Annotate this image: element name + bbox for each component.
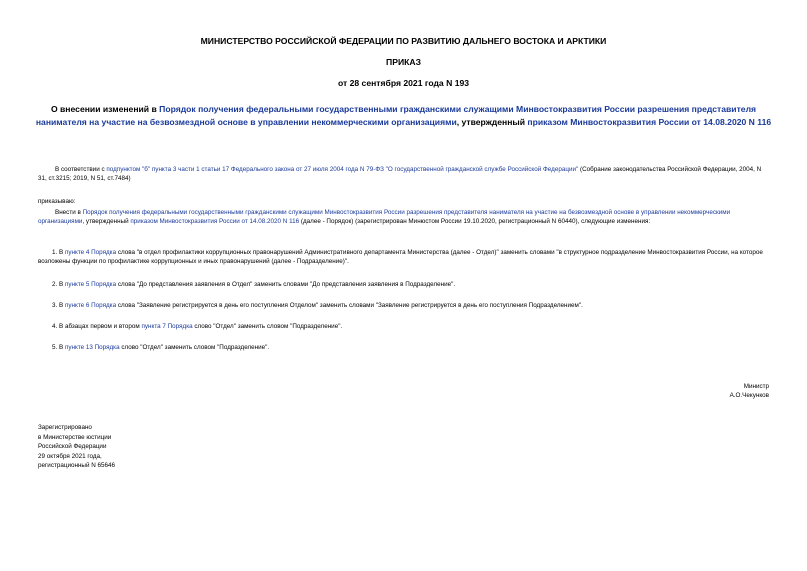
item-1-text: слова "в отдел профилактики коррупционных правонарушений Административного департамента Министерства (далее - Отдел)" заменить словами "в структурное подразделение Минвостокразвития России, на которое возложены функции по профилактике коррупционных и иных правонарушений (далее - Подразделение)". — [38, 249, 763, 265]
registration-line-2: в Министерстве юстиции — [38, 433, 112, 441]
ministry-name: МИНИСТЕРСТВО РОССИЙСКОЙ ФЕДЕРАЦИИ ПО РАЗВИТИЮ ДАЛЬНЕГО ВОСТОКА И АРКТИКИ — [200, 36, 607, 46]
item-2-text: слова "До представления заявления в Отдел" заменить словами "До представления заявления в Подразделение". — [116, 281, 456, 288]
item-3-link[interactable]: пункте 6 Порядка — [64, 302, 117, 309]
item-1-num: 1. В — [52, 249, 65, 256]
registration-line-4: 29 октября 2021 года, — [38, 452, 102, 460]
title-link-procedure[interactable]: Порядок получения федеральными государственными гражданскими служащими Минвостокразвития России разрешения представителя нанимателя на участие на безвозмездной основе в управлении некоммерческими организациями — [35, 104, 757, 127]
item-4-num: 4. В абзацах первом и втором — [52, 323, 142, 330]
preamble-link-law[interactable]: подпунктом "б" пункта 3 части 1 статьи 17 Федерального закона от 27 июля 2004 года N 79-ФЗ "О государственной гражданской службе Российской Федерации" — [106, 166, 579, 173]
doc-type: ПРИКАЗ — [386, 57, 421, 67]
item-2-num: 2. В — [52, 281, 65, 288]
registration-line-5: регистрационный N 65646 — [38, 462, 116, 470]
item-3-text: слова "Заявление регистрируется в день его поступления Отделом" заменить словами "Заявление регистрируется в день его поступления Подразделением". — [116, 302, 583, 309]
intro-text-3: (далее - Порядок) (зарегистрирован Минюстом России 19.10.2020, регистрационный N 60440), следующие изменения: — [299, 217, 651, 225]
item-4-link[interactable]: пункта 7 Порядка — [141, 323, 193, 330]
item-5-text: слово "Отдел" заменить словом "Подразделение". — [119, 344, 270, 351]
signature-block — [730, 383, 769, 400]
item-5-link[interactable]: пункте 13 Порядка — [64, 344, 120, 351]
item-1 — [38, 249, 769, 266]
preamble-text-2: (Собрание законодательства Российской Федерации, 2004, N 31, ст.3215; 2019, N 51, ст.7484) — [38, 166, 762, 182]
signatory-position: Министр — [743, 383, 769, 390]
item-4 — [38, 323, 769, 332]
document-title — [30, 103, 777, 128]
title-text-1: О внесении изменений в — [50, 104, 160, 114]
intro-link-procedure[interactable]: Порядок получения федеральными государственными гражданскими служащими Минвостокразвития России разрешения представителя нанимателя на участие на безвозмездной основе в управлении некоммерческими организациями — [38, 209, 731, 225]
item-3-num: 3. В — [52, 302, 65, 309]
intro-link-order[interactable]: приказом Минвостокразвития России от 14.08.2020 N 116 — [130, 217, 300, 225]
doc-date-number: от 28 сентября 2021 года N 193 — [337, 78, 470, 88]
preamble-text-1: В соответствии с — [55, 166, 107, 173]
title-text-2: , утвержденный — [456, 116, 528, 127]
intro-text-2: , утвержденный — [82, 217, 131, 225]
registration-line-1: Зарегистрировано — [38, 424, 92, 431]
item-4-text: слово "Отдел" заменить словом "Подразделение". — [192, 323, 343, 330]
order-word: приказываю: — [38, 198, 76, 205]
intro-paragraph — [38, 209, 769, 226]
registration-line-3: Российской Федерации — [38, 443, 107, 451]
item-2-link[interactable]: пункте 5 Порядка — [64, 281, 117, 288]
signatory-name: А.О.Чекунков — [729, 391, 769, 399]
item-1-link[interactable]: пункте 4 Порядка — [64, 249, 117, 256]
preamble-paragraph — [38, 166, 769, 183]
item-5 — [38, 344, 769, 353]
item-3 — [38, 302, 769, 311]
title-link-order[interactable]: приказом Минвостокразвития России от 14.08.2020 N 116 — [527, 116, 772, 127]
item-2 — [38, 281, 769, 290]
item-5-num: 5. В — [52, 344, 65, 351]
registration-block — [38, 423, 115, 471]
intro-text-1: Внести в — [55, 209, 83, 216]
